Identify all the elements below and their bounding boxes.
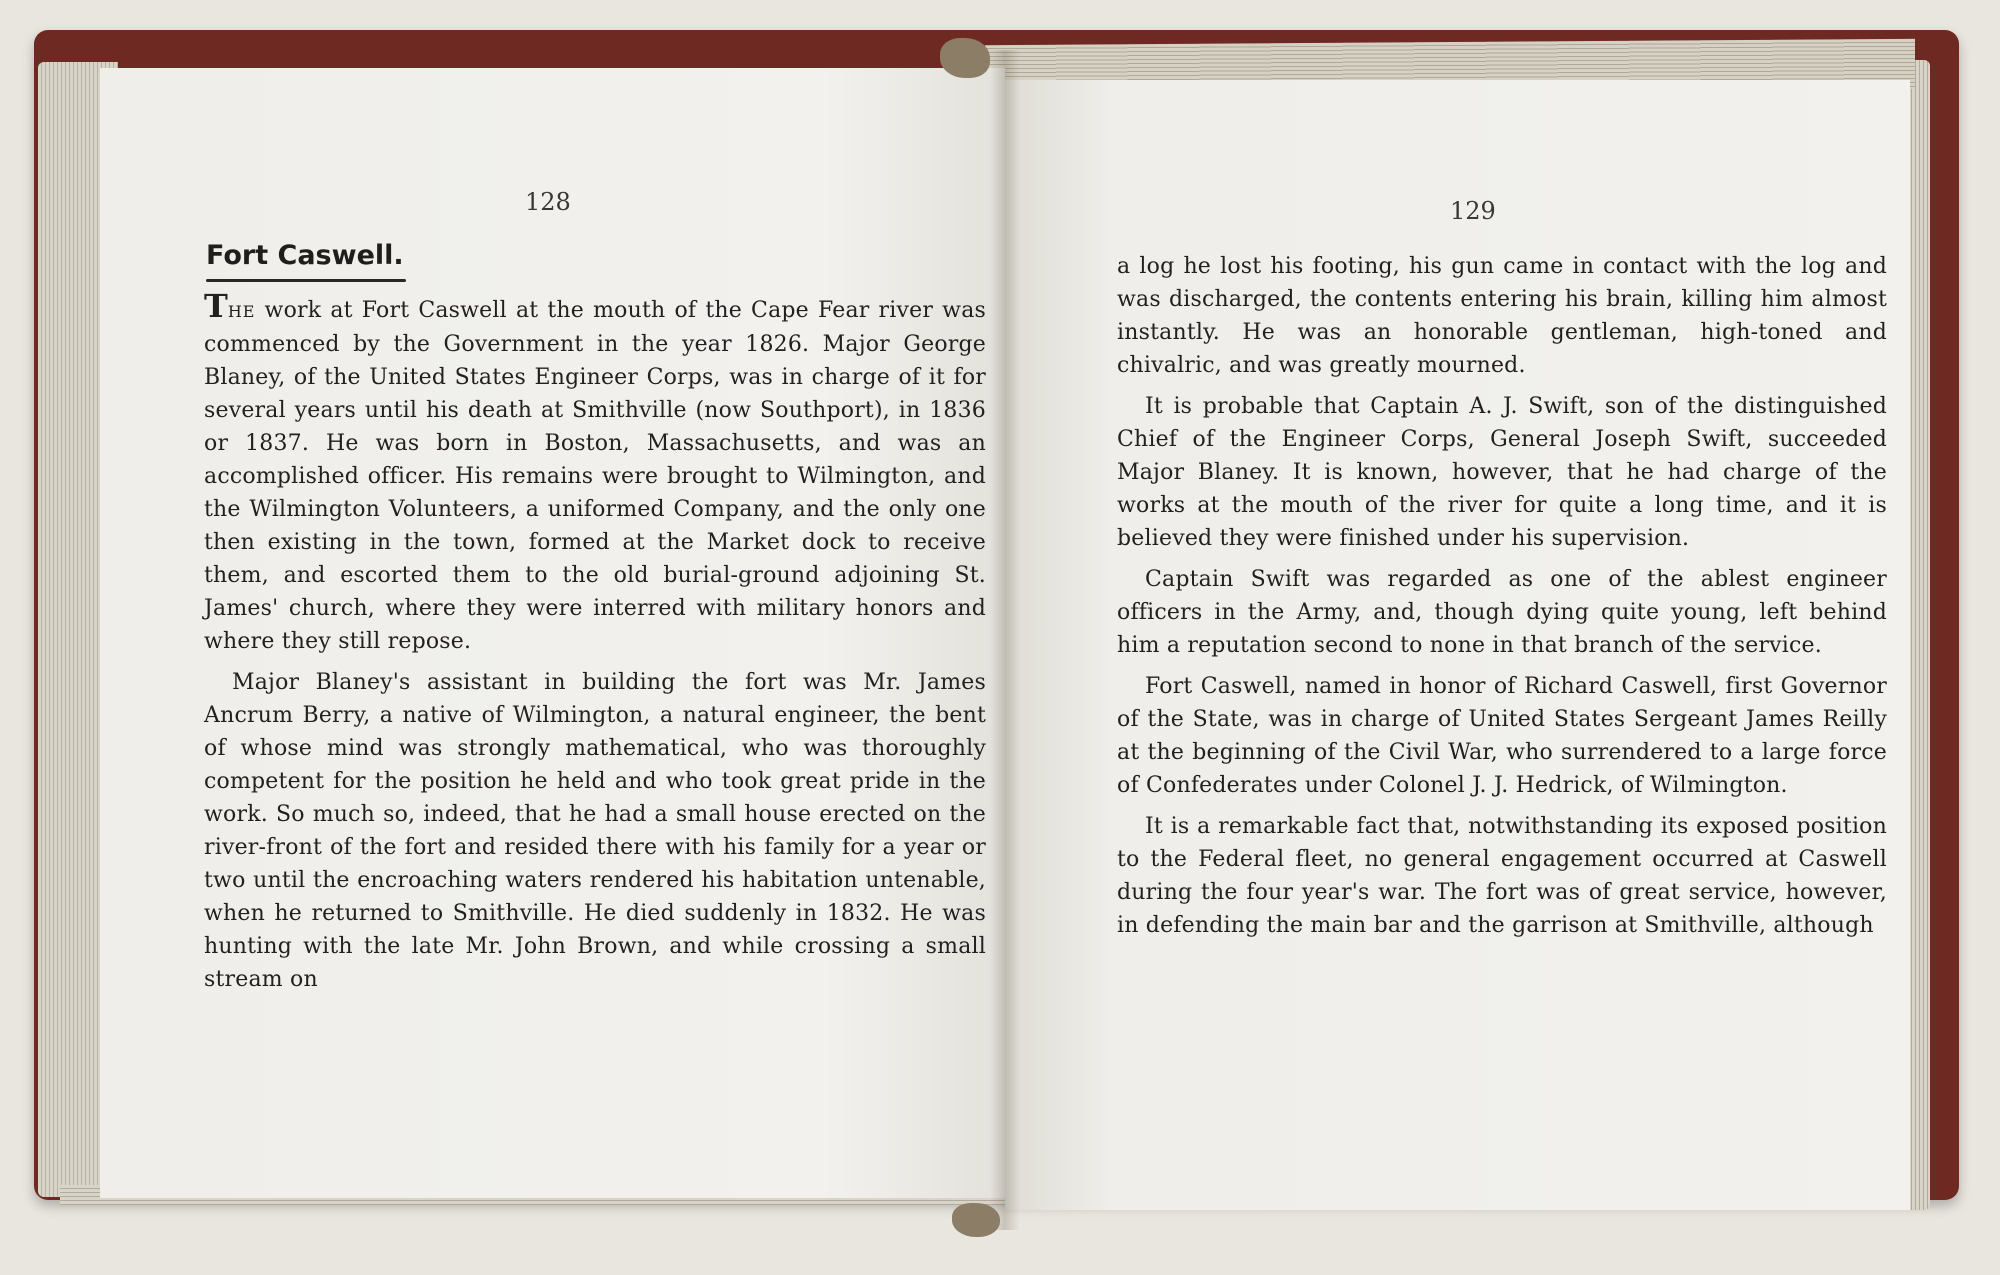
left-page: [100, 68, 1005, 1198]
right-paragraph-4: Fort Caswell, named in honor of Richard Caswell, first Governor of the State, was in charge of United States Sergeant James Reilly at the beginning of the Civil War, who surrendered to a large force of Confederates under Colonel J. J. Hedrick, of Wilmington.: [1117, 674, 1887, 798]
spine-thread-bottom: [952, 1203, 1000, 1237]
left-paragraph-2: Major Blaney's assistant in building the fort was Mr. James Ancrum Berry, a native of Wilmington, a natural engineer, the bent of whose mind was strongly mathematical, who was thoroughly competent for the position he held and who took great pride in the work. So much so, indeed, that he had a small house erected on the river-front of the fort and resided there with his family for a year or two until the encroaching waters rendered his habitation untenable, when he returned to Smithville. He died suddenly in 1832. He was hunting with the late Mr. John Brown, and while crossing a small stream on: [204, 670, 986, 992]
spine-thread-top: [940, 38, 990, 78]
right-paragraph-1: a log he lost his footing, his gun came in contact with the log and was discharged, the contents entering his brain, killing him almost instantly. He was an honorable gentleman, high-toned and chivalric, and was greatly mourned.: [1117, 254, 1887, 378]
right-paragraph-5: It is a remarkable fact that, notwithstanding its exposed position to the Federal fleet, no general engagement occurred at Caswell during the four year's war. The fort was of great service, however, in defending the main bar and the garrison at Smithville, although: [1117, 814, 1887, 938]
chapter-heading: Fort Caswell.: [206, 240, 404, 271]
right-page-number: 129: [1450, 197, 1496, 225]
drop-cap: T: [204, 287, 228, 325]
right-page-text: [1117, 250, 1887, 950]
right-paragraph-3: Captain Swift was regarded as one of the ablest engineer officers in the Army, and, though dying quite young, left behind him a reputation second to none in that branch of the service.: [1117, 567, 1887, 658]
left-page-number: 128: [525, 188, 571, 216]
right-page: [1005, 80, 1910, 1210]
book-gutter: [990, 50, 1020, 1230]
first-word-rest: HE: [227, 302, 256, 321]
right-paragraph-2: It is probable that Captain A. J. Swift, son of the distinguished Chief of the Engineer Corps, General Joseph Swift, succeeded Major Blaney. It is known, however, that he had charge of the works at the mouth of the river for quite a long time, and it is believed they were finished under his supervision.: [1117, 394, 1887, 551]
heading-underline: [206, 279, 406, 282]
left-paragraph-1: [204, 287, 986, 658]
left-page-text: [204, 287, 986, 1004]
left-paragraph-1-text: work at Fort Caswell at the mouth of the Cape Fear river was commenced by the Government in the year 1826. Major George Blaney, of the United States Engineer Corps, was in charge of it for several years until his death at Smithville (now Southport), in 1836 or 1837. He was born in Boston, Massachusetts, and was an accomplished officer. His remains were brought to Wilmington, and the Wilmington Volunteers, a uniformed Company, and the only one then existing in the town, formed at the Market dock to receive them, and escorted them to the old burial-ground adjoining St. James' church, where they were interred with military honors and where they still repose.: [204, 298, 986, 654]
